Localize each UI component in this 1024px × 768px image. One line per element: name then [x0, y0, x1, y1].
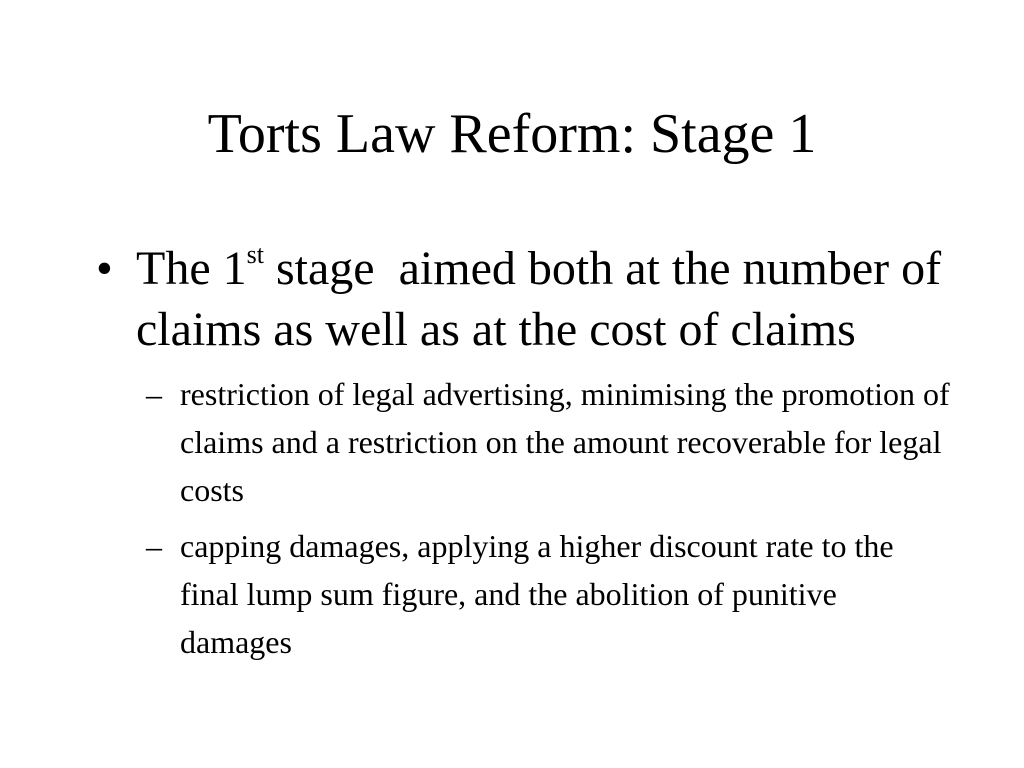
main-bullet-text: stage aimed both at the number of claims as well as at the cost of claims — [136, 242, 954, 356]
sub-bullet-list — [96, 370, 956, 666]
slide-body — [96, 238, 956, 674]
sub-bullet-text: restriction of legal advertising, minimising the promotion of claims and a restriction on the amount recoverable for legal costs — [180, 376, 950, 508]
dash-marker: – — [146, 376, 162, 412]
main-bullet-superscript: st — [246, 240, 264, 269]
main-bullet-prefix: The 1 — [136, 242, 247, 295]
sub-bullet-item — [96, 522, 956, 666]
bullet-marker: • — [96, 242, 113, 295]
sub-bullet-item — [96, 370, 956, 514]
dash-marker: – — [146, 528, 162, 564]
slide-title: Torts Law Reform: Stage 1 — [207, 103, 817, 165]
main-bullet — [96, 238, 956, 360]
sub-bullet-text: capping damages, applying a higher discount rate to the final lump sum figure, and the abolition of punitive damages — [180, 528, 894, 660]
